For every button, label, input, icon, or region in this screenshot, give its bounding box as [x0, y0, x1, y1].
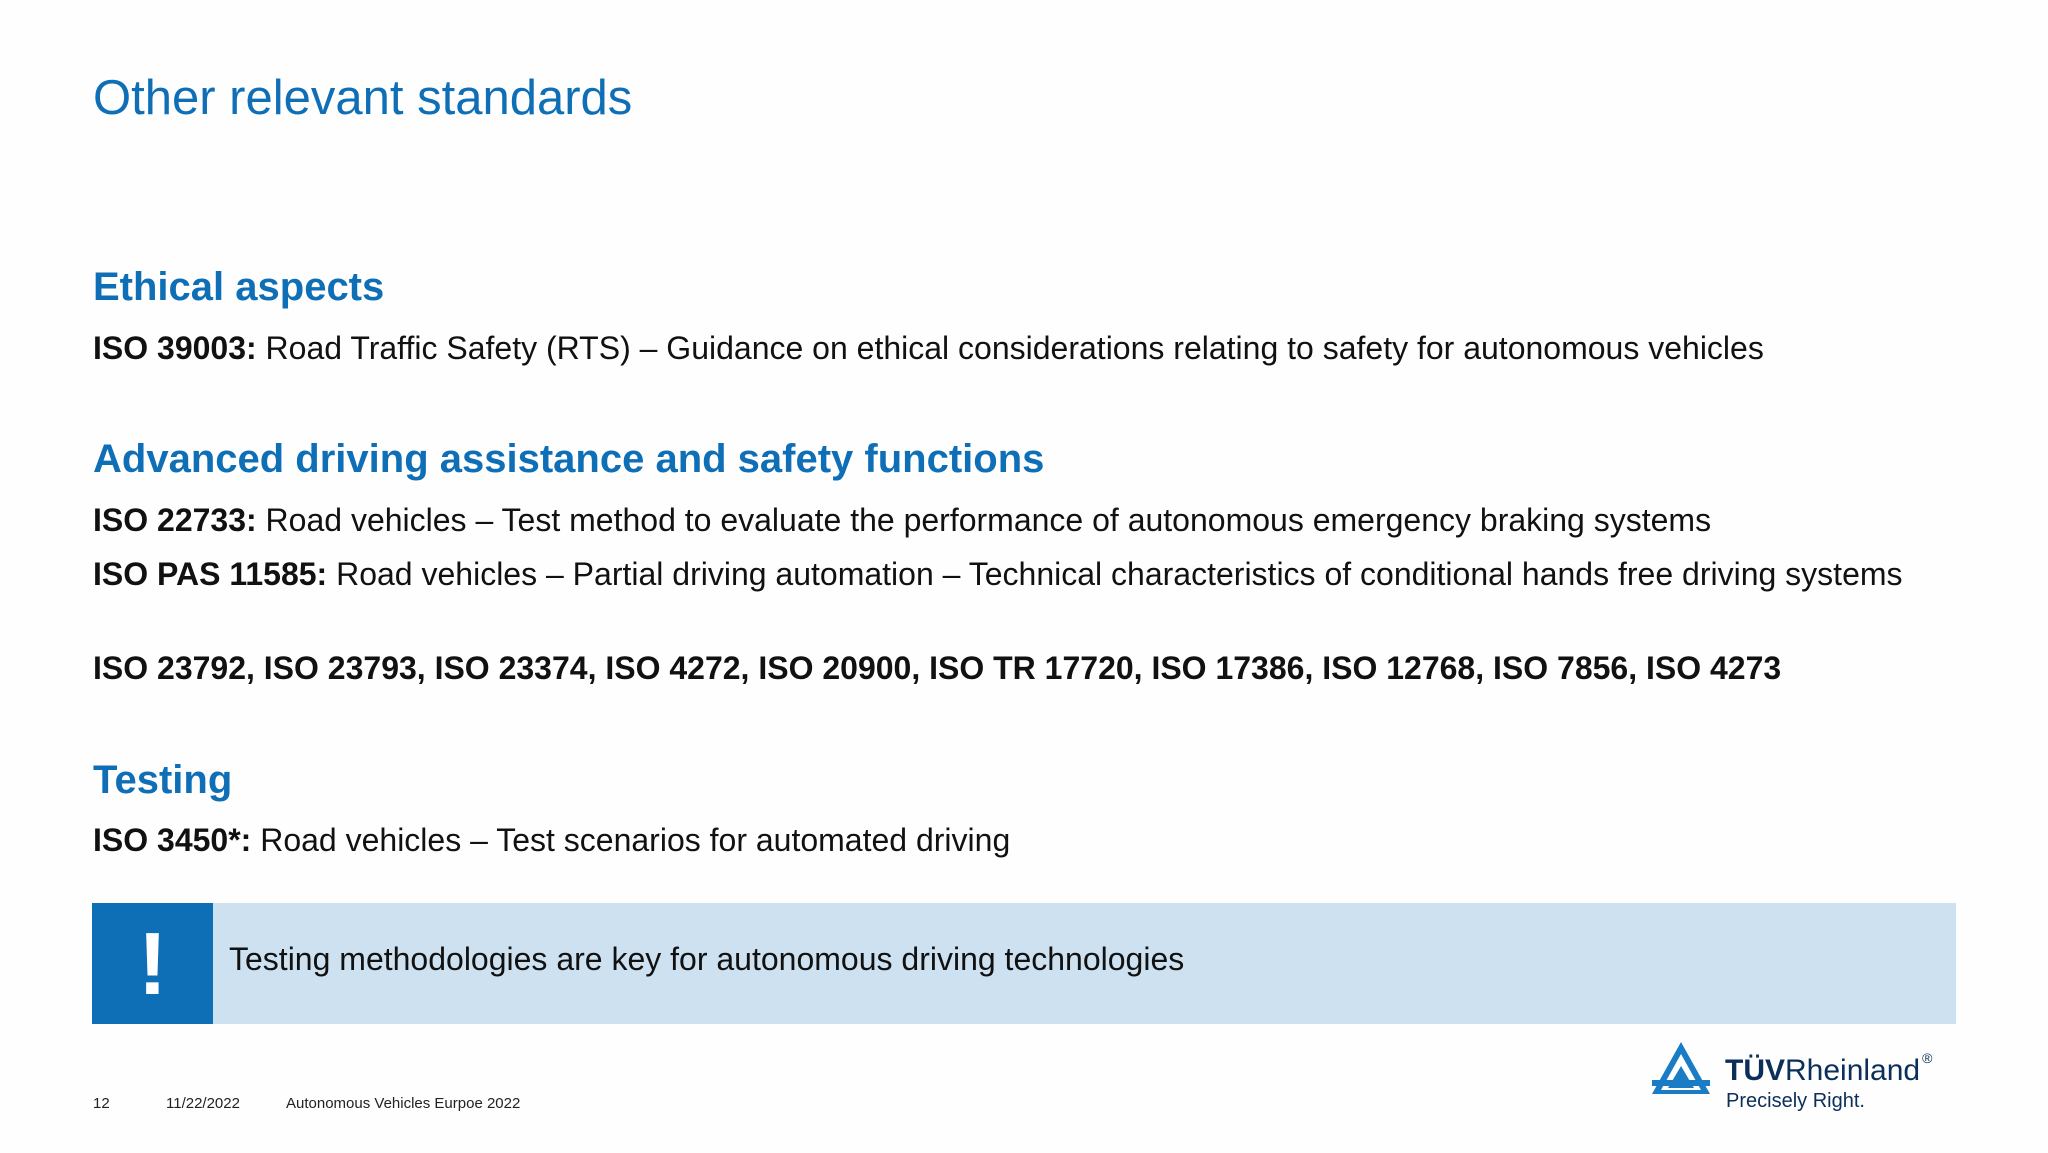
standard-description: Road vehicles – Test scenarios for automated driving — [251, 822, 1011, 858]
footer-date: 11/22/2022 — [166, 1095, 240, 1112]
key-message-callout — [92, 903, 1956, 1024]
section-heading-testing: Testing — [93, 758, 233, 802]
standard-code-list: ISO 23792, ISO 23793, ISO 23374, ISO 4272, ISO 20900, ISO TR 17720, ISO 17386, ISO 12768, ISO 7856, ISO 4273 — [93, 650, 1782, 686]
standard-code: ISO 22733: — [93, 502, 257, 538]
standard-code: ISO 3450*: — [93, 822, 252, 858]
logo-tagline: Precisely Right. — [1726, 1090, 1865, 1112]
standard-list-adas — [93, 648, 1973, 689]
standard-description: Road Traffic Safety (RTS) – Guidance on ethical considerations relating to safety for autonomous vehicles — [256, 330, 1764, 366]
page-title: Other relevant standards — [93, 71, 633, 125]
logo-brand-regular: Rheinland — [1785, 1054, 1921, 1087]
section-heading-ethical: Ethical aspects — [93, 265, 385, 309]
registered-mark: ® — [1922, 1050, 1933, 1066]
footer-page-number: 12 — [93, 1095, 110, 1112]
standard-item-iso-pas-11585 — [93, 554, 1933, 595]
logo-brand-bold: TÜV — [1725, 1054, 1785, 1087]
tuv-rheinland-logo — [1650, 1036, 1970, 1118]
tuv-triangle-icon — [1650, 1040, 1712, 1096]
standard-item-iso-39003 — [93, 328, 1973, 369]
section-heading-adas: Advanced driving assistance and safety functions — [93, 437, 1045, 481]
standard-code: ISO 39003: — [93, 330, 257, 366]
logo-wordmark — [1725, 1050, 1933, 1088]
standard-description: Road vehicles – Test method to evaluate the performance of autonomous emergency braking systems — [256, 502, 1712, 538]
standard-item-iso-22733 — [93, 500, 1973, 541]
footer-event: Autonomous Vehicles Eurpoe 2022 — [286, 1095, 521, 1112]
standard-code: ISO PAS 11585: — [93, 556, 328, 592]
standard-description: Road vehicles – Partial driving automation – Technical characteristics of conditional hands free driving systems — [327, 556, 1903, 592]
standard-item-iso-3450 — [93, 820, 1973, 861]
exclamation-icon: ! — [92, 903, 213, 1024]
callout-text: Testing methodologies are key for autonomous driving technologies — [229, 941, 1185, 977]
